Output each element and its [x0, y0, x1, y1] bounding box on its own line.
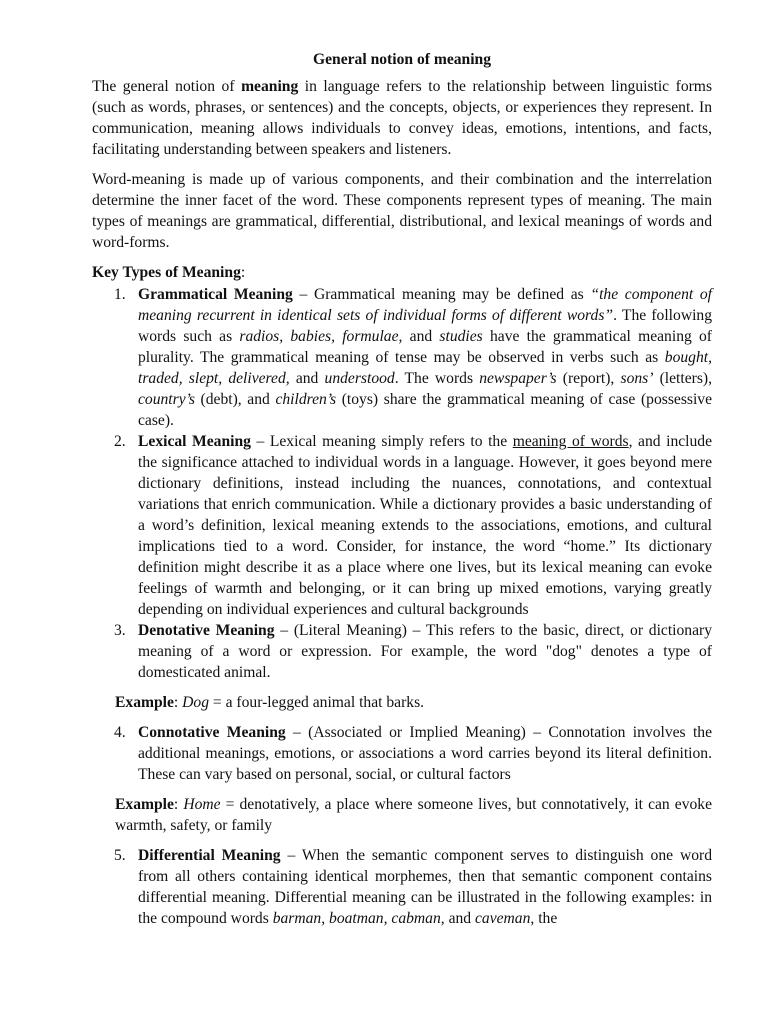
- example-word: Home: [183, 796, 221, 813]
- components-paragraph: Word-meaning is made up of various components, and their combination and the interrelation determine the inner facet of the word. These components represent types of meaning. The main types of meanings are grammatical, differential, distributional, and lexical meanings of words and word-forms.: [92, 171, 712, 251]
- text-span: – (Literal Meaning) – This refers to the basic, direct, or dictionary meaning of a word or expression. For example, the word "dog" denotes a type of domesticated animal.: [138, 622, 713, 681]
- example-word: radios, babies, formulae,: [239, 328, 403, 345]
- text-span: in language refers to the relationship between linguistic forms (such as words, phrases, or sentences) and the concepts, objects, or experiences they represent. In communication, meaning allows individuals to convey ideas, emotions, intentions, and facts, facilitating understanding between speakers and listeners.: [92, 78, 713, 158]
- term: Denotative Meaning: [138, 622, 275, 639]
- term: Differential Meaning: [138, 847, 281, 864]
- example-home: [92, 794, 712, 836]
- meaning-types-list-final: [92, 845, 712, 929]
- list-item-denotative: [92, 620, 712, 683]
- list-number: 2.: [114, 433, 126, 450]
- text-span: , and include the significance attached to individual words in a language. However, it goes beyond mere dictionary definitions, instead including the nuances, connotations, and contextual variations that enrich communication. While a dictionary provides a basic understanding of a word’s definition, lexical meaning extends to the associations, emotions, and cultural implications tied to a word. Consider, for instance, the word “home.” Its dictionary definition might describe it as a place where one lives, but its lexical meaning can evoke feelings of warmth and belonging, or it can bring up mixed emotions, varying greatly depending on individual experiences and cultural backgrounds: [138, 433, 713, 618]
- text-span: – When the semantic component serves to distinguish one word from all others containing identical morphemes, then that semantic component contains differential meaning. Differential meaning can be illustrated in the following examples: in the compound words: [138, 847, 712, 927]
- example-word: sons’: [620, 370, 654, 387]
- list-item-grammatical: [92, 284, 712, 431]
- list-item-lexical: [92, 431, 712, 620]
- example-word: children’s: [275, 391, 337, 408]
- text-span: . The following words such as: [138, 307, 713, 345]
- example-label: Example: [115, 796, 174, 813]
- example-word: country’s: [138, 391, 195, 408]
- list-number: 3.: [114, 622, 126, 639]
- meaning-of-words-link[interactable]: meaning of words: [512, 433, 629, 450]
- page-title: General notion of meaning: [312, 51, 492, 68]
- list-item-differential: [92, 845, 712, 929]
- text-span: = denotatively, a place where someone lives, but connotatively, it can evoke warmth, safety, or family: [115, 796, 713, 834]
- text-span: the: [534, 910, 558, 927]
- text-span: and: [289, 370, 325, 387]
- key-types-heading: [92, 262, 712, 283]
- text-span: (debt), and: [194, 391, 276, 408]
- heading-colon: :: [240, 264, 246, 281]
- text-span: = a four-legged animal that barks.: [209, 694, 425, 711]
- intro-paragraph: [92, 76, 712, 160]
- meaning-types-list-continued: [92, 722, 712, 785]
- text-span: :: [173, 796, 184, 813]
- text-span: The general notion of: [92, 78, 242, 95]
- text-span: – Grammatical meaning may be defined as: [292, 286, 591, 303]
- example-word: Dog: [182, 694, 210, 711]
- text-span: and: [402, 328, 440, 345]
- text-span: (toys) share the grammatical meaning of case (possessive case).: [138, 391, 713, 429]
- example-word: studies: [439, 328, 483, 345]
- text-span: (letters),: [653, 370, 712, 387]
- example-label: Example: [115, 694, 174, 711]
- bold-term: meaning: [241, 78, 299, 95]
- term: Grammatical Meaning: [138, 286, 293, 303]
- example-dog: [92, 692, 712, 713]
- meaning-types-list: [92, 284, 712, 683]
- text-span: – Lexical meaning simply refers to the: [250, 433, 513, 450]
- quote: “the component of meaning recurrent in identical sets of individual forms of different words”: [138, 286, 713, 324]
- example-word: barman, boatman, cabman,: [272, 910, 445, 927]
- text-span: and: [444, 910, 475, 927]
- term: Connotative Meaning: [138, 724, 286, 741]
- heading-text: Key Types of Meaning: [92, 264, 241, 281]
- example-word: caveman,: [474, 910, 535, 927]
- example-word: bought, traded, slept, delivered,: [138, 349, 712, 387]
- text-span: have the grammatical meaning of plurality. The grammatical meaning of tense may be observed in verbs such as: [138, 328, 713, 366]
- list-number: 1.: [114, 286, 126, 303]
- example-word: understood: [324, 370, 395, 387]
- list-number: 5.: [114, 847, 126, 864]
- text-span: (report),: [556, 370, 621, 387]
- text-span: – (Associated or Implied Meaning) – Connotation involves the additional meanings, emotions, or associations a word carries beyond its literal definition. These can vary based on personal, social, or cultural factors: [138, 724, 712, 783]
- example-word: newspaper’s: [479, 370, 557, 387]
- text-span: . The words: [394, 370, 480, 387]
- list-number: 4.: [114, 724, 126, 741]
- text-span: :: [173, 694, 183, 711]
- term: Lexical Meaning: [138, 433, 251, 450]
- list-item-connotative: [92, 722, 712, 785]
